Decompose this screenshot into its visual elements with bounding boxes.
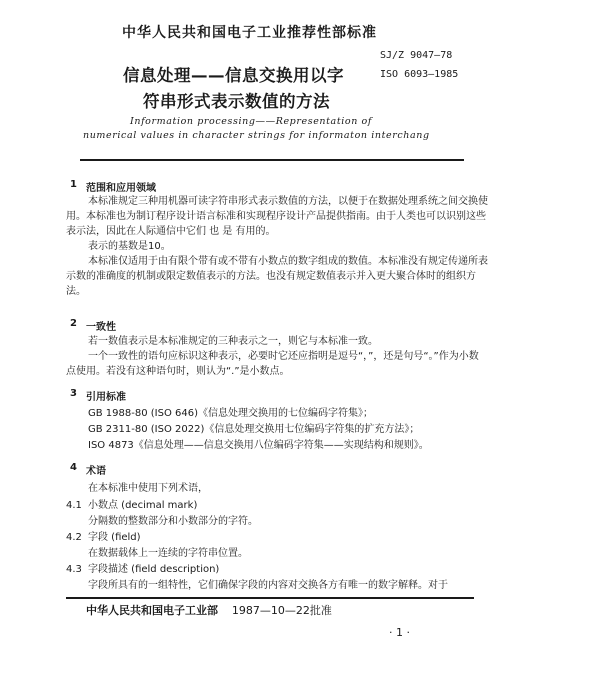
term-number: 4.2 — [66, 532, 82, 543]
section-1-heading: 范围和应用领域 — [86, 183, 156, 194]
reference-item: ISO 4873《信息处理——信息交换用八位编码字符集——实现结构和规则》。 — [88, 440, 429, 451]
term-definition: 分隔数的整数部分和小数部分的字符。 — [88, 516, 258, 527]
section-4-number: 4 — [70, 462, 77, 473]
english-title-line-2: numerical values in character strings for informaton interchang — [83, 130, 430, 141]
section-1-paragraph-3: 本标准仅适用于由有限个带有或不带有小数点的数字组成的数值。本标准没有规定传递所表示数的准确度的机制或限定数值表示的方法。也没有规定数值表示并入更大聚合体时的组织方法。 — [66, 256, 488, 297]
term-name: 小数点 (decimal mark) — [88, 500, 198, 511]
title-line-2: 符串形式表示数值的方法 — [143, 92, 330, 111]
title-line-1: 信息处理——信息交换用以字 — [123, 66, 344, 85]
section-2-paragraph-1: 若一数值表示是本标准规定的三种表示之一，则它与本标准一致。 — [88, 336, 378, 347]
header-divider — [80, 159, 464, 161]
ministry-name: 中华人民共和国电子工业部 — [86, 604, 218, 617]
section-2-heading: 一致性 — [86, 322, 116, 333]
section-1-paragraph-1: 本标准规定三种用机器可读字符串形式表示数值的方法，以便于在数据处理系统之间交换使用。本标准也为制订程序设计语言标准和实现程序设计产品提供指南。由于人类也可以识别这些表示法，因此在人际通信中它们 也 是 有用的。 — [66, 196, 488, 237]
reference-item: GB 2311-80 (ISO 2022)《信息处理交换用七位编码字符集的扩充方法》； — [88, 424, 420, 435]
term-definition: 在数据载体上一连续的字符串位置。 — [88, 548, 248, 559]
page-number: · 1 · — [389, 626, 410, 639]
issuing-agency: 中华人民共和国电子工业推荐性部标准 — [122, 25, 377, 41]
section-3-number: 3 — [70, 388, 77, 399]
term-definition: 字段所具有的一组特性，它们确保字段的内容对交换各方有唯一的数字解释。对于 — [88, 580, 448, 591]
section-2-paragraph-2: 一个一致性的语句应标识这种表示，必要时它还应指明是逗号“，”，还是句号“。”作为小数点使用。若没有这种语句时，则认为“.”是小数点。 — [66, 351, 479, 377]
term-number: 4.1 — [66, 500, 82, 511]
standard-code: SJ/Z 9047—78 — [380, 50, 453, 61]
section-2-number: 2 — [70, 318, 77, 329]
section-4-intro: 在本标准中使用下列术语， — [88, 483, 208, 494]
term-name: 字段 (field) — [88, 532, 141, 543]
approval-date: 1987—10—22批准 — [231, 604, 332, 617]
section-3-heading: 引用标准 — [86, 392, 126, 403]
section-1-number: 1 — [70, 179, 77, 190]
reference-item: GB 1988-80 (ISO 646)《信息处理交换用的七位编码字符集》； — [88, 408, 373, 419]
english-title-line-1: Information processing——Representation of — [130, 116, 372, 127]
term-number: 4.3 — [66, 564, 82, 575]
iso-code: ISO 6093—1985 — [380, 69, 459, 80]
section-1-paragraph-2: 表示的基数是10。 — [88, 241, 171, 252]
term-name: 字段描述 (field description) — [88, 564, 220, 575]
footer-divider — [66, 597, 474, 599]
footer-ministry — [86, 602, 332, 618]
section-4-heading: 术语 — [86, 466, 106, 477]
